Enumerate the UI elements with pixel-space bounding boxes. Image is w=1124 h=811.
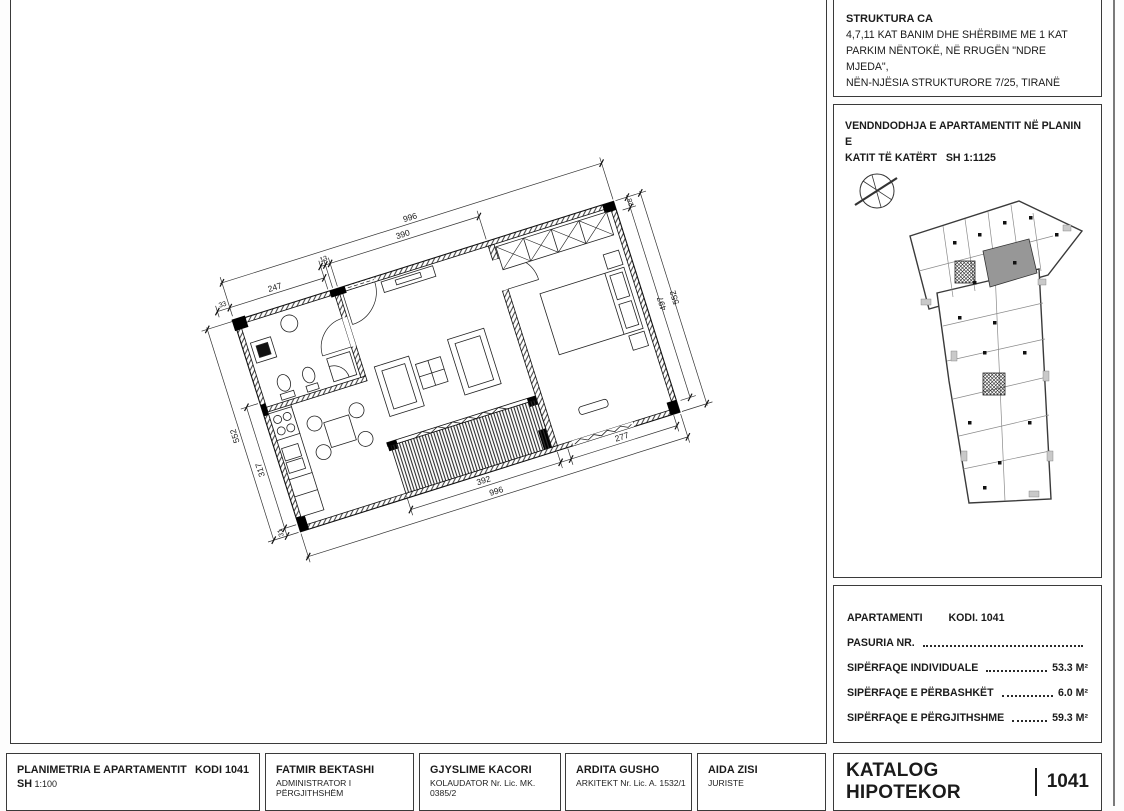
dotted-leader (923, 645, 1083, 647)
signatory-role: JURISTE (708, 778, 744, 788)
divider (1035, 768, 1037, 796)
north-arrow-icon (855, 174, 897, 208)
dotted-leader (1012, 720, 1047, 722)
dim-top-living: 390 (394, 227, 411, 242)
floor-plan-panel (10, 0, 827, 744)
location-title-line1: VENDNDODHJA E APARTAMENTIT NË PLANIN E (845, 120, 1082, 148)
dim-bottom-total: 996 (487, 484, 505, 498)
apartment-code: KODI. 1041 (948, 612, 1005, 624)
structure-line: PARKIM NËNTOKË, NË RRUGËN "NDRE MJEDA", (846, 44, 1046, 73)
pasuria-row (847, 637, 1088, 649)
planimetria-block (6, 753, 260, 811)
row-label: SIPËRFAQE INDIVIDUALE (847, 662, 979, 674)
apartment-label: APARTAMENTI (847, 612, 923, 624)
stair-core-1 (955, 261, 975, 283)
dim-left-inner: 317 (253, 461, 267, 479)
signatory-block-kolaudator (419, 753, 561, 811)
location-scale: SH 1:1125 (945, 151, 996, 164)
catalog-title: KATALOG HIPOTEKOR (846, 760, 961, 803)
signatory-block-arkitekt (565, 753, 692, 811)
dim-bottom-balcony: 392 (475, 473, 492, 488)
row-value: 59.3 M² (1052, 712, 1088, 724)
signatory-block-juriste (697, 753, 826, 811)
signatory-role: KOLAUDATOR Nr. Lic. MK. 0385/2 (430, 778, 536, 798)
dotted-leader (1002, 695, 1053, 697)
dim-left-outer: 552 (227, 427, 242, 445)
signatory-block-administrator (265, 753, 414, 811)
planimetria-code: KODI 1041 (194, 764, 249, 776)
siperfaqe-individuale-row (847, 662, 1088, 674)
signatory-name: GJYSLIME KACORI (430, 764, 532, 776)
dim-top-offset: 33 (217, 300, 228, 310)
row-label: SIPËRFAQE E PËRGJITHSHME (847, 712, 1005, 724)
structure-line: NËN-NJËSIA STRUKTURORE 7/25, TIRANË (846, 76, 1061, 89)
signatory-role: ARKITEKT Nr. Lic. A. 1532/1 (576, 778, 686, 788)
row-label: PASURIA NR. (847, 637, 915, 649)
stair-core-2 (983, 373, 1005, 395)
location-title-line2: KATIT TË KATËRT (845, 151, 937, 164)
dim-right-small: 28 (626, 197, 636, 207)
row-value: 53.3 M² (1052, 662, 1088, 674)
signatory-name: FATMIR BEKTASHI (276, 764, 375, 776)
dim-top-wall: 13 (318, 255, 329, 265)
siperfaqe-pergjithshme-row (847, 712, 1088, 724)
signatory-name: ARDITA GUSHO (576, 764, 660, 776)
location-panel (833, 104, 1102, 578)
signatory-name: AIDA ZISI (708, 764, 758, 776)
dotted-leader (986, 670, 1047, 672)
scale-label: SH (17, 778, 32, 790)
signatory-role: ADMINISTRATOR I PËRGJITHSHËM (276, 778, 352, 798)
catalog-number: 1041 (1046, 771, 1089, 792)
structure-title: STRUKTURA CA (846, 13, 933, 25)
catalog-title-block (833, 753, 1102, 811)
floor-plan-drawing (11, 0, 827, 741)
planimetria-title: PLANIMETRIA E APARTAMENTIT (17, 764, 187, 776)
building-outline (910, 201, 1082, 503)
dim-right-inner: 497 (654, 295, 669, 312)
dim-bottom-bedroom: 277 (613, 429, 631, 444)
dim-top-total: 996 (401, 210, 419, 225)
apartment-info-panel (833, 585, 1102, 743)
dim-left-small: 31 (276, 527, 286, 538)
row-label: SIPËRFAQE E PËRBASHKËT (847, 687, 994, 699)
scale-value: 1:100 (34, 779, 58, 789)
site-plan (845, 167, 1090, 577)
row-value: 6.0 M² (1057, 687, 1088, 699)
siperfaqe-perbashket-row (847, 687, 1088, 699)
structure-line: 4,7,11 KAT BANIM DHE SHËRBIME ME 1 KAT (846, 28, 1068, 41)
structure-info-panel (833, 0, 1102, 97)
page-border-right (1113, 0, 1115, 806)
dim-right-outer: 552 (667, 289, 682, 306)
dim-top-bath: 247 (266, 280, 283, 295)
